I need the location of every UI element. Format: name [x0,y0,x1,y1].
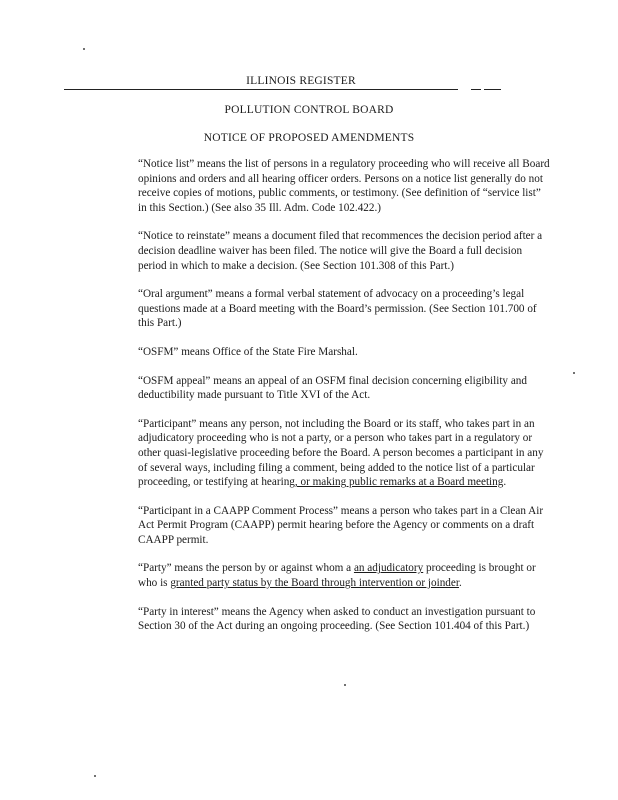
register-header [0,75,618,87]
header-rule-dash [471,89,481,90]
paragraph-text: “Party” means the person by or against whom a [138,562,354,575]
scan-speck [94,775,96,777]
paragraph-text: “Participant in a CAAPP Comment Process” means a person who takes part in a Clean Air Act Permit Program (CAAPP) permit hearing before the Agency or comments on a draft CAAPP permit. [138,504,544,546]
definition-participant [138,417,550,490]
agency-title: POLLUTION CONTROL BOARD [224,104,394,116]
paragraph-tail: . [458,577,462,590]
definition-party [138,561,550,590]
amendment-insertion: , or making public remarks at a Board meeting [294,476,504,489]
paragraph-text: “Oral argument” means a formal verbal statement of advocacy on a proceeding’s legal questions made at a Board meeting with the Board’s permission. (See Section 101.700 of this Part.) [138,288,537,330]
register-title: ILLINOIS REGISTER [246,75,356,87]
scan-speck [83,48,85,50]
paragraph-text: “Party in interest” means the Agency when asked to conduct an investigation pursuant to Section 30 of the Act during an ongoing proceeding. (See Section 101.404 of this Part.) [138,605,536,633]
scan-speck [573,372,575,374]
definition-party-in-interest [138,605,550,634]
definition-notice-to-reinstate [138,229,550,273]
definition-osfm-appeal [138,374,550,403]
paragraph-text: “Notice to reinstate” means a document filed that recommences the decision period after a decision deadline waiver has been filed. The notice will give the Board a full decision period in which to make a decision. (See Section 101.308 of this Part.) [138,230,543,272]
definition-oral-argument [138,287,550,331]
paragraph-text: “Notice list” means the list of persons in a regulatory proceeding who will receive all Board opinions and orders and all hearing officer orders. Persons on a notice list generally do not receive copies of motions, public comments, or testimony. (See definition of “service list” in this Section.) (See also 35 Ill. Adm. Code 102.422.) [138,158,550,214]
paragraph-text: “OSFM” means Office of the State Fire Marshal. [138,345,358,358]
header-rule [64,89,458,90]
definition-participant-caapp [138,504,550,548]
paragraph-tail: . [503,476,507,489]
definition-notice-list [138,157,550,215]
scan-speck [344,684,346,686]
paragraph-text: proceeding is brought or who is [138,562,536,590]
amendment-insertion: an adjudicatory [353,562,424,575]
header-rule-dash [484,89,501,90]
paragraph-text: “OSFM appeal” means an appeal of an OSFM final decision concerning eligibility and deductibility made pursuant to Title XVI of the Act. [138,374,527,402]
definitions-body [138,157,550,648]
paragraph-text: “Participant” means any person, not including the Board or its staff, who takes part in an adjudicatory proceeding who is not a party, or a person who takes part in a regulatory or other quasi-legislative proceeding before the Board. A person becomes a participant in any of several ways, including filing a comment, being added to the notice list of a particular proceeding, or testifying at hearing [138,417,544,489]
definition-osfm [138,345,550,360]
amendment-insertion: granted party status by the Board through intervention or joinder [170,577,459,590]
notice-title: NOTICE OF PROPOSED AMENDMENTS [203,132,415,144]
